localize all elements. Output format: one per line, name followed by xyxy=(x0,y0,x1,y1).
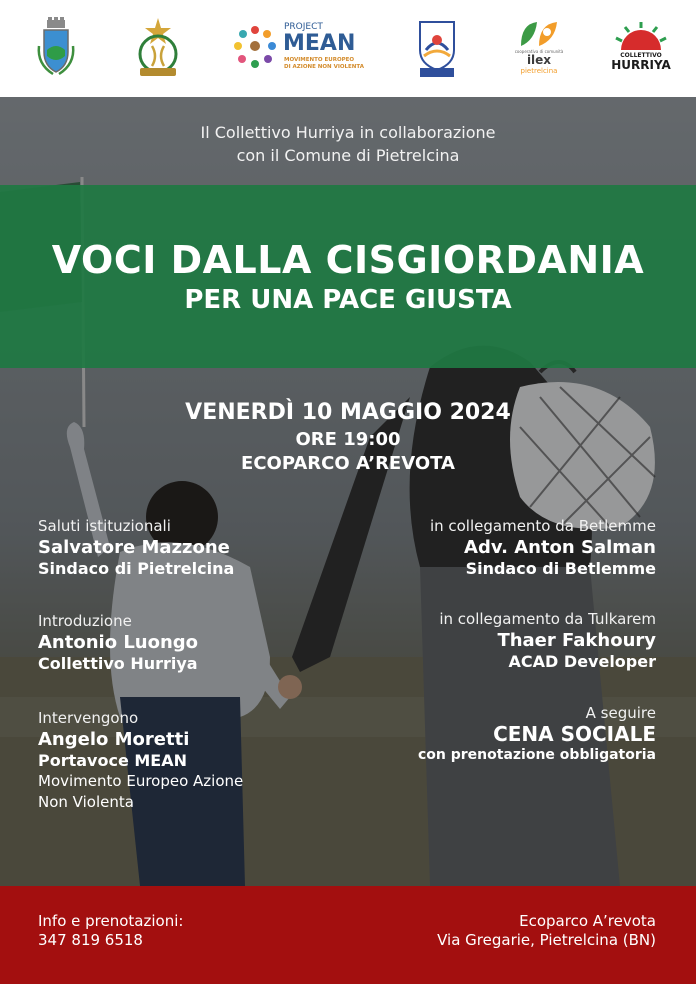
speaker-name: Salvatore Mazzone xyxy=(38,537,230,558)
event-venue: ECOPARCO A’REVOTA xyxy=(241,453,455,474)
footer-phone: 347 819 6518 xyxy=(38,931,143,949)
project-mean-logo xyxy=(228,14,374,80)
intro-text xyxy=(0,121,696,167)
dinner-note: con prenotazione obbligatoria xyxy=(418,747,656,763)
speaker-label: in collegamento da Tulkarem xyxy=(439,610,656,628)
speaker-block-moretti xyxy=(38,708,243,813)
hurriya-top-label: COLLETTIVO xyxy=(620,52,662,59)
hurriya-name-label: HURRIYA xyxy=(611,58,671,72)
mean-project-label: PROJECT xyxy=(284,22,323,32)
ilex-small-label: cooperativa di comunità xyxy=(514,48,564,54)
intro-line-2: con il Comune di Pietrelcina xyxy=(236,146,460,165)
speaker-block-salman xyxy=(430,516,656,579)
speaker-role: Portavoce MEAN xyxy=(38,751,188,770)
speaker-role: Collettivo Hurriya xyxy=(38,654,198,673)
dinner-label: A seguire xyxy=(585,704,656,722)
speaker-role: ACAD Developer xyxy=(508,652,656,671)
mean-sub1: MOVIMENTO EUROPEO xyxy=(284,57,355,63)
speaker-block-fakhoury xyxy=(439,609,656,672)
dinner-title: CENA SOCIALE xyxy=(493,722,656,746)
mean-sub2: DI AZIONE NON VIOLENTA xyxy=(284,64,364,70)
collettivo-hurriya-logo xyxy=(609,14,673,80)
speaker-label: Saluti istituzionali xyxy=(38,517,171,535)
intro-line-1: Il Collettivo Hurriya in collaborazione xyxy=(200,123,496,142)
wheat-emblem-logo xyxy=(131,14,185,80)
speaker-org-line-2: Non Violenta xyxy=(38,793,134,811)
speaker-name: Adv. Anton Salman xyxy=(464,537,656,558)
event-time: ORE 19:00 xyxy=(295,429,401,450)
footer-contact-label: Info e prenotazioni: xyxy=(38,912,184,930)
logo-strip xyxy=(0,0,696,97)
speaker-org-line-1: Movimento Europeo Azione xyxy=(38,772,244,790)
speaker-name: Thaer Fakhoury xyxy=(497,630,656,651)
speaker-name: Antonio Luongo xyxy=(38,632,199,653)
speaker-label: in collegamento da Betlemme xyxy=(429,517,656,535)
event-title: VOCI DALLA CISGIORDANIA xyxy=(51,238,645,282)
speaker-label: Intervengono xyxy=(38,709,139,727)
speaker-block-luongo xyxy=(38,611,198,674)
speaker-label: Introduzione xyxy=(38,612,132,630)
footer-address xyxy=(437,912,656,950)
mean-name-label: MEAN xyxy=(283,31,356,56)
pace-giusta-logo xyxy=(413,14,461,80)
speaker-role: Sindaco di Pietrelcina xyxy=(38,559,235,578)
dinner-block xyxy=(418,703,656,766)
footer-venue-address: Via Gregarie, Pietrelcina (BN) xyxy=(437,931,656,949)
speaker-role: Sindaco di Betlemme xyxy=(465,559,656,578)
ilex-name-label: ilex xyxy=(526,52,552,67)
ilex-place-label: pietrelcina xyxy=(520,66,558,75)
ilex-logo xyxy=(514,14,564,80)
footer-venue-name: Ecoparco A’revota xyxy=(519,912,656,930)
speaker-block-mazzone xyxy=(38,516,234,579)
speaker-name: Angelo Moretti xyxy=(38,729,190,750)
footer-contact xyxy=(38,912,183,950)
event-date: VENERDÌ 10 MAGGIO 2024 xyxy=(185,400,511,425)
event-subtitle: PER UNA PACE GIUSTA xyxy=(184,285,512,315)
pietrelcina-coat-of-arms-logo xyxy=(34,14,78,80)
